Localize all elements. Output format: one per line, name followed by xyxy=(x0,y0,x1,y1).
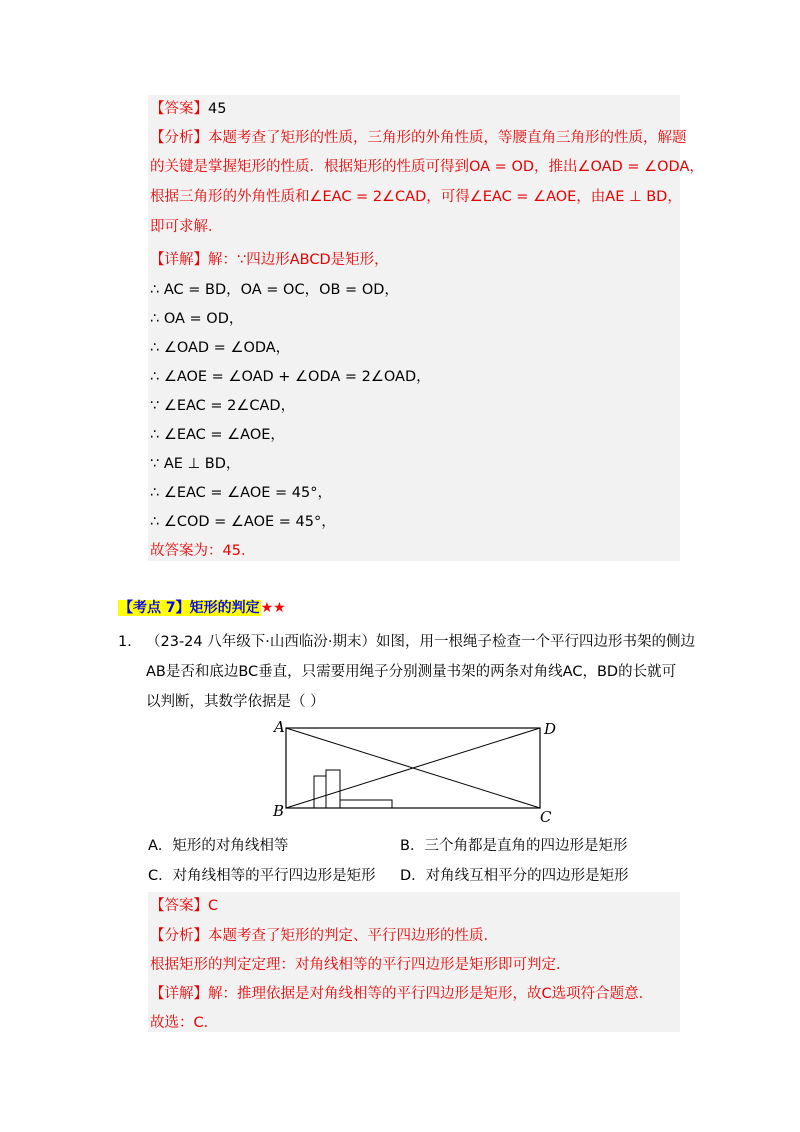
detail-tag: 【详解】 xyxy=(150,252,208,268)
step-5: ∵ ∠EAC = 2∠CAD， xyxy=(150,398,296,414)
step-8: ∴ ∠EAC = ∠AOE = 45°， xyxy=(150,485,332,501)
analysis2-tag: 【分析】 xyxy=(150,928,208,944)
label-b: B xyxy=(273,802,285,820)
analysis-line-3: 根据三角形的外角性质和∠EAC = 2∠CAD，可得∠EAC = ∠AOE，由AE ⊥ BD， xyxy=(150,189,682,205)
difficulty-stars: ★★ xyxy=(260,600,286,616)
answer-value: 45 xyxy=(208,101,227,117)
detail2-tag: 【详解】 xyxy=(150,986,208,1002)
analysis-line-2: 的关键是掌握矩形的性质．根据矩形的性质可得到OA = OD，推出∠OAD = ∠ODA， xyxy=(150,159,704,175)
question-number: 1． xyxy=(118,634,142,650)
book-3 xyxy=(340,800,392,808)
analysis-text-1: 本题考查了矩形的性质，三角形的外角性质，等腰直角三角形的性质，解题 xyxy=(208,130,687,146)
question-line-1: （23-24 八年级下·山西临汾·期末）如图，用一根绳子检查一个平行四边形书架的侧边 xyxy=(146,634,695,650)
answer2-tag: 【答案】 xyxy=(150,898,208,914)
step-9: ∴ ∠COD = ∠AOE = 45°， xyxy=(150,514,336,530)
analysis-tag: 【分析】 xyxy=(150,130,208,146)
step-4: ∴ ∠AOE = ∠OAD + ∠ODA = 2∠OAD， xyxy=(150,369,431,385)
step-2: ∴ OA = OD， xyxy=(150,311,244,327)
book-2 xyxy=(326,770,340,808)
book-1 xyxy=(314,776,326,808)
analysis-line-4: 即可求解． xyxy=(150,219,223,235)
answer-line xyxy=(150,99,226,119)
option-c[interactable]: C．对角线相等的平行四边形是矩形 xyxy=(148,868,376,884)
step-1: ∴ AC = BD，OA = OC，OB = OD， xyxy=(150,282,399,298)
answer2-value: C xyxy=(208,898,219,914)
option-b[interactable]: B．三个角都是直角的四边形是矩形 xyxy=(400,838,628,854)
answer-tag: 【答案】 xyxy=(150,101,208,117)
analysis2-line-1 xyxy=(150,926,498,946)
label-c: C xyxy=(540,808,552,826)
step-7: ∵ AE ⊥ BD， xyxy=(150,456,241,472)
label-d: D xyxy=(544,720,557,738)
step-3: ∴ ∠OAD = ∠ODA， xyxy=(150,340,291,356)
option-d[interactable]: D．对角线互相平分的四边形是矩形 xyxy=(400,868,629,884)
conclusion-1: 故答案为：45． xyxy=(150,543,256,559)
detail2-line xyxy=(150,984,653,1004)
answer2-line xyxy=(150,896,218,916)
conclusion-2: 故选：C． xyxy=(150,1015,219,1031)
question-line-2: AB是否和底边BC垂直，只需要用绳子分别测量书架的两条对角线AC，BD的长就可 xyxy=(146,664,677,680)
question-line-3: 以判断，其数学依据是（ ） xyxy=(146,694,325,710)
detail-line xyxy=(150,250,389,270)
analysis-line-1 xyxy=(150,128,687,148)
detail-first: 解：∵四边形ABCD是矩形， xyxy=(208,252,389,268)
detail2-text: 解：推理依据是对角线相等的平行四边形是矩形，故C选项符合题意． xyxy=(208,986,654,1002)
analysis2-line-2: 根据矩形的判定定理：对角线相等的平行四边形是矩形即可判定． xyxy=(150,957,571,973)
step-6: ∴ ∠EAC = ∠AOE， xyxy=(150,427,285,443)
label-a: A xyxy=(274,718,285,736)
option-a[interactable]: A．矩形的对角线相等 xyxy=(148,838,289,854)
bookshelf-figure xyxy=(268,712,568,842)
section-heading xyxy=(118,598,286,618)
section-label: 【考点 7】矩形的判定 xyxy=(119,600,260,616)
analysis2-text: 本题考查了矩形的判定、平行四边形的性质． xyxy=(208,928,498,944)
